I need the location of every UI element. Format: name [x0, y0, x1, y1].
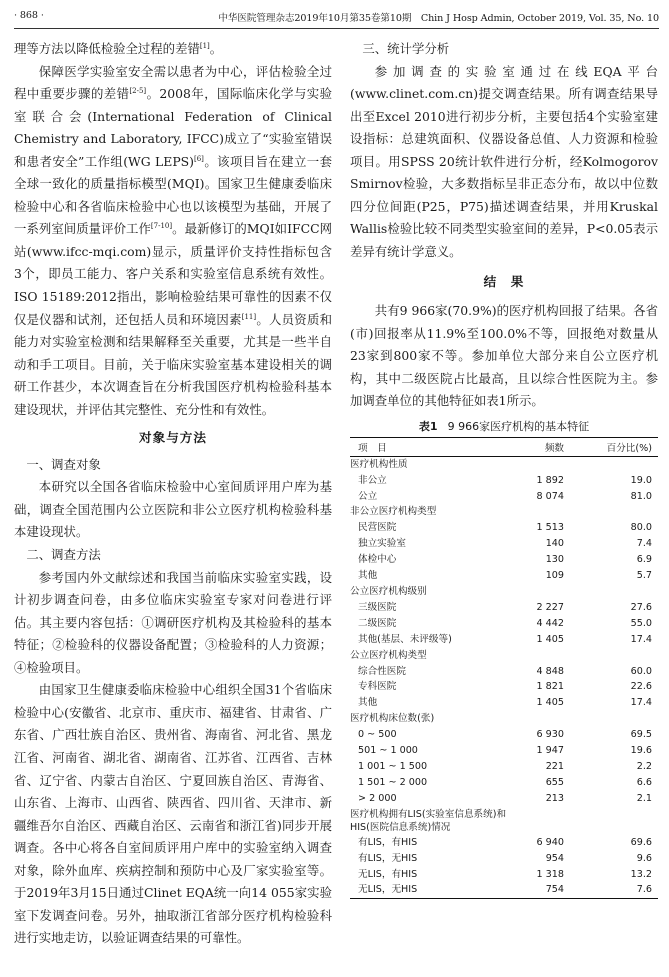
row-label: 0 ~ 500: [358, 729, 397, 741]
paragraph-statistics: 参加调查的实验室通过在线EQA平台(www.clinet.com.cn)提交调查结果。所有调查结果导出至Excel 2010进行初步分析，主要包括4个实验室建设指标：总建筑面积、仪器设备总值、人力资源和检验项目。用SPSS 20统计软件进行分析，经Kolmogorov Smirnov检验，大多数指标呈非正态分布，故以中位数四分位间距(P25，P75)描述调查结果，并用Kruskal Wallis检验比较不同类型实验室间的差异，P<0.05表示差异有统计学意义。: [350, 63, 658, 259]
paragraph-survey-procedure: 由国家卫生健康委临床检验中心组织全国31个省临床检验中心(安徽省、北京市、重庆市、福建省、甘肃省、广东省、广西壮族自治区、贵州省、海南省、河北省、黑龙江省、河南省、湖北省、湖南省、江苏省、江西省、吉林省、辽宁省、内蒙古自治区、宁夏回族自治区、青海省、山东省、上海市、山西省、陕西省、四川省、天津市、新疆维吾尔自治区、西藏自治区、云南省和浙江省)同步开展调查。各中心将各自室间质评用户库中的实验室纳入调查对象，除外血库、疾病控制和预防中心及厂家实验室等。于2019年3月15日通过Clinet EQA统一向14 055家实验室下发调查问卷。另外，抽取浙江省部分医疗机构检验科进行实地走访，以验证调查结果的可靠性。: [14, 682, 332, 946]
table-caption: [350, 419, 658, 435]
row-label: 有LIS，无HIS: [358, 852, 418, 864]
table-row: [350, 695, 658, 711]
table-row: [350, 504, 658, 520]
row-percent: 13.2: [630, 868, 652, 880]
row-label: 1 501 ~ 2 000: [358, 776, 428, 788]
row-percent: [584, 456, 658, 472]
row-percent: 55.0: [630, 617, 652, 629]
row-percent: 69.6: [630, 836, 652, 848]
table-row: [350, 473, 658, 489]
row-percent: 7.4: [636, 538, 652, 550]
table-row: [350, 489, 658, 505]
row-frequency: [514, 648, 584, 664]
row-frequency: 6 940: [536, 836, 564, 848]
table-row: [350, 835, 658, 851]
table-row: [350, 552, 658, 568]
row-percent: [584, 711, 658, 727]
table-row: [350, 648, 658, 664]
row-frequency: 221: [545, 760, 564, 772]
paragraph-results: 共有9 966家(70.9%)的医疗机构回报了结果。各省(市)回报率从11.9%至100.0%不等，回报绝对数量从23家到800家不等。参加单位大部分来自公立医疗机构，其中二级医院占比最高，且以综合性医院为主。参加调查单位的其他特征如表1所示。: [350, 303, 658, 409]
row-frequency: 213: [545, 792, 564, 804]
row-label: 1 001 ~ 1 500: [358, 760, 428, 772]
table-row: [350, 775, 658, 791]
section-heading-results: 结 果: [483, 274, 525, 290]
row-label: 其他: [358, 570, 378, 582]
table-row: [350, 536, 658, 552]
table-row: [350, 791, 658, 807]
running-header: [14, 6, 659, 29]
paragraph-subjects: 本研究以全国各省临床检验中心室间质评用户库为基础，调查全国范围内公立医院和非公立医疗机构检验科基本建设现状。: [14, 479, 332, 540]
row-label: 独立实验室: [358, 538, 406, 550]
row-frequency: 1 318: [536, 868, 564, 880]
row-percent: 2.2: [636, 760, 652, 772]
table-header-row: [350, 437, 658, 456]
row-frequency: 109: [545, 570, 564, 582]
row-label: 无LIS，无HIS: [350, 882, 514, 898]
row-percent: 7.6: [584, 882, 658, 898]
subheading-subjects: 一、调查对象: [26, 456, 101, 472]
paragraph-background: 保障医学实验室安全需以患者为中心，评估检验全过程中重要步骤的差错[2-5]。2008年，国际临床化学与实验室联合会(International Federation of Clinical Chemistry and Laboratory, IFCC)成立了“实验室错误和患者安全”工作组(WG LEPS)[6]。该项目旨在建立一套全球一致化的质量指标模型(MQI)。国家卫生健康委临床检验中心和各省临床检验中心也以该模型为基础，开展了一系列室间质量评价工作[7-10]。最新修订的MQI如IFCC网站(www.ifcc-mqi.com)显示，质量评价支持性指标包含3个，即员工能力、客户关系和实验室信息系统有效性。ISO 15189:2012指出，影响检验结果可靠性的因素不仅仅是仪器和试剂，还包括人员和环境因素[11]。人员资质和能力对实验室检测和结果解释至关重要，尤其是一些半自动和手工项目。目前，关于临床实验室基本建设相关的调研工作甚少，本次调查旨在分析我国医疗机构检验科基本建设现状，并评估其完整性、充分性和有效性。: [14, 63, 333, 417]
row-label: 有LIS，有HIS: [358, 836, 418, 848]
paragraph-questionnaire: 参考国内外文献综述和我国当前临床实验室实践，设计初步调查问卷，由多位临床实验室专家对问卷进行评估。其主要内容包括：①调研医疗机构及其检验科的基本特征；②检验科的仪器设备配置；③检验科的人力资源；④检验项目。: [14, 569, 332, 675]
table-row: [350, 568, 658, 584]
table-row: [350, 867, 658, 883]
row-label: 501 ~ 1 000: [358, 745, 418, 757]
category-label: 公立医疗机构类型: [350, 649, 427, 661]
journal-citation: 中华医院管理杂志2019年10月第35卷第10期 Chin J Hosp Admin, October 2019, Vol. 35, No. 10: [218, 13, 659, 24]
row-label: 其他(基层、未评级等): [358, 633, 452, 645]
table-row: [350, 632, 658, 648]
row-frequency: 140: [545, 538, 564, 550]
row-percent: 6.9: [636, 554, 652, 566]
paragraph-continued: 理等方法以降低检验全过程的差错[1]。: [14, 41, 223, 56]
subheading-statistics: 三、统计学分析: [362, 41, 450, 56]
row-percent: 60.0: [630, 665, 652, 677]
left-column: [14, 38, 332, 950]
row-frequency: [514, 456, 584, 472]
right-column: [350, 38, 658, 899]
row-label: 其他: [358, 697, 378, 709]
table-institution-characteristics: [350, 437, 658, 900]
table-row: [350, 882, 658, 898]
page-number: · 868 ·: [14, 10, 44, 21]
section-heading-methods: 对象与方法: [139, 430, 207, 446]
row-frequency: 130: [545, 554, 564, 566]
row-label: 专科医院: [358, 681, 397, 693]
table-row: [350, 520, 658, 536]
table-label: 表1: [418, 419, 438, 433]
row-label: > 2 000: [358, 792, 397, 804]
row-percent: 19.0: [630, 474, 652, 486]
row-percent: 19.6: [630, 745, 652, 757]
table-row: [350, 851, 658, 867]
row-label: 公立: [358, 490, 378, 502]
row-frequency: [514, 504, 584, 520]
table-row: [350, 664, 658, 680]
row-frequency: 4 442: [536, 617, 564, 629]
category-label: 非公立医疗机构类型: [350, 506, 437, 518]
row-frequency: 754: [514, 882, 584, 898]
row-frequency: 655: [545, 776, 564, 788]
row-frequency: 954: [545, 852, 564, 864]
table-row: [350, 584, 658, 600]
table-row: [350, 679, 658, 695]
row-percent: [584, 504, 658, 520]
row-percent: 9.6: [636, 852, 652, 864]
row-percent: 69.5: [630, 729, 652, 741]
row-percent: 2.1: [636, 792, 652, 804]
category-label: 公立医疗机构级别: [350, 586, 427, 597]
row-label: 非公立: [358, 474, 387, 486]
category-label: 医疗机构性质: [350, 458, 408, 470]
row-percent: 27.6: [630, 601, 652, 613]
table-title: 9 966家医疗机构的基本特征: [447, 419, 590, 433]
row-frequency: 4 848: [536, 665, 564, 677]
header-frequency: 频数: [514, 437, 584, 456]
row-label: 民营医院: [358, 522, 397, 534]
row-percent: [584, 648, 658, 664]
row-percent: [584, 584, 658, 600]
row-frequency: 1 892: [536, 474, 564, 486]
row-frequency: 1 405: [536, 633, 564, 645]
table-row: [350, 759, 658, 775]
row-frequency: 1 513: [536, 522, 564, 534]
row-frequency: 1 405: [536, 697, 564, 709]
table-row: [350, 600, 658, 616]
row-percent: 5.7: [636, 570, 652, 582]
row-frequency: 8 074: [536, 490, 564, 502]
row-percent: [584, 807, 658, 835]
row-frequency: 2 227: [536, 601, 564, 613]
subheading-methods: 二、调查方法: [26, 547, 101, 563]
row-percent: 17.4: [630, 697, 652, 709]
row-frequency: [514, 711, 584, 727]
row-frequency: 1 821: [536, 681, 564, 693]
row-frequency: [514, 584, 584, 600]
category-label: 医疗机构床位数(张): [350, 713, 435, 725]
table-row: [350, 616, 658, 632]
table-row: [350, 711, 658, 727]
row-label: 二级医院: [358, 617, 397, 629]
row-frequency: [514, 807, 584, 835]
row-percent: 22.6: [630, 681, 652, 693]
row-label: 三级医院: [358, 601, 397, 613]
row-percent: 17.4: [630, 633, 652, 645]
row-label: 体检中心: [358, 554, 397, 566]
header-percent: 百分比(%): [584, 437, 658, 456]
table-row: [350, 743, 658, 759]
table-row: [350, 727, 658, 743]
row-percent: 81.0: [630, 490, 652, 502]
table-row: [350, 456, 658, 472]
row-label: 无LIS，有HIS: [358, 868, 418, 880]
row-percent: 6.6: [636, 776, 652, 788]
row-label: 综合性医院: [358, 665, 406, 677]
header-item: 项 目: [350, 437, 514, 456]
row-frequency: 1 947: [536, 745, 564, 757]
row-percent: 80.0: [630, 522, 652, 534]
table-row: [350, 807, 658, 835]
category-label: 医疗机构拥有LIS(实验室信息系统)和HIS(医院信息系统)情况: [350, 808, 507, 833]
row-frequency: 6 930: [536, 729, 564, 741]
